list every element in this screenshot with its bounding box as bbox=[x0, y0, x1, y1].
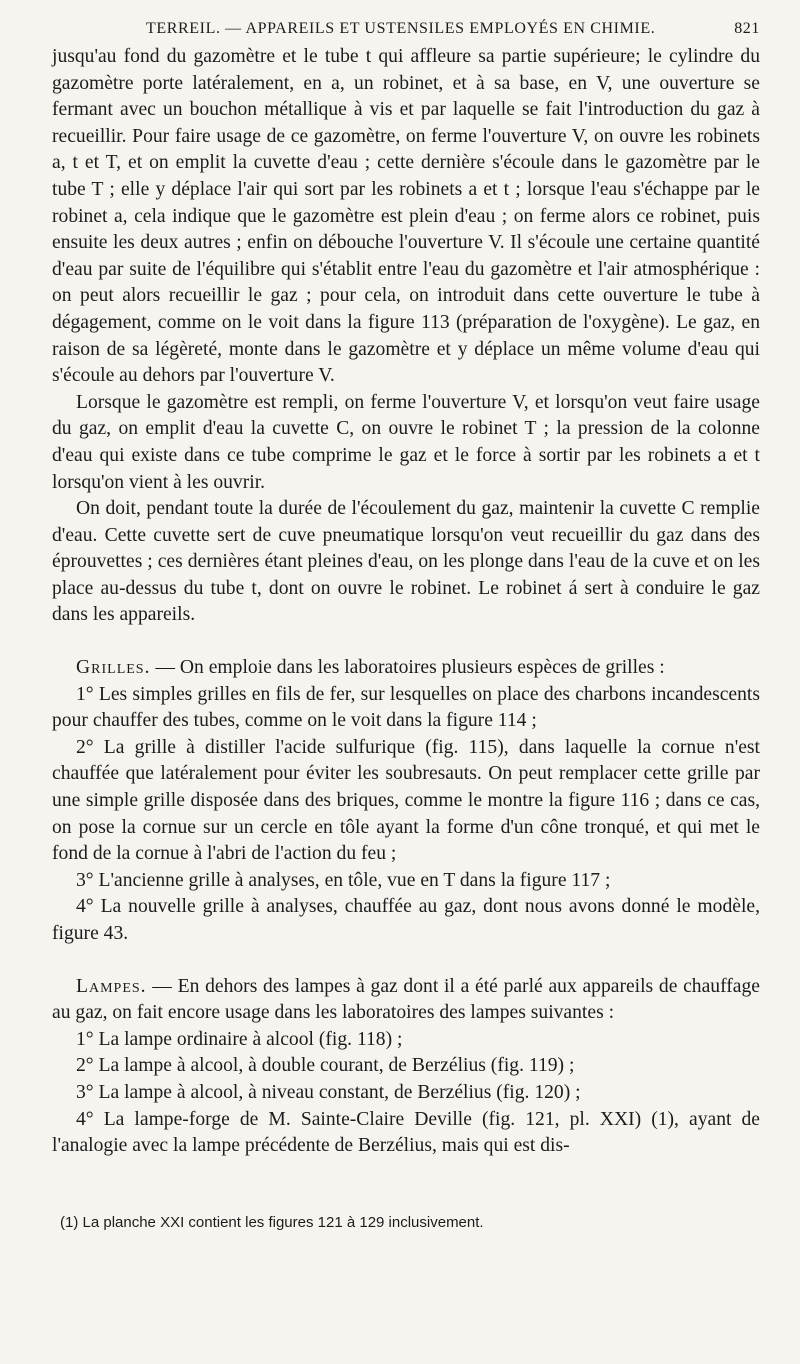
running-header bbox=[52, 18, 760, 44]
paragraph-3: On doit, pendant toute la durée de l'écoulement du gaz, maintenir la cuvette C remplie d'eau. Cette cuvette sert de cuve pneumatique lorsqu'on veut recueillir du gaz dans des éprouvettes ; ces dernières étant pleines d'eau, on les plonge dans l'eau de la cuve et on les place au-dessus du tube t, dont on ouvre le robinet. Le robinet á sert à conduire le gaz dans les appareils. bbox=[52, 498, 760, 626]
lampes-intro-text: — En dehors des lampes à gaz dont il a été parlé aux appareils de chauffage au gaz, on fait encore usage dans les laboratoires des lampes suivantes : bbox=[52, 975, 760, 1024]
lampes-item-1: 1° La lampe ordinaire à alcool (fig. 118) ; bbox=[76, 1028, 403, 1050]
grilles-item-4: 4° La nouvelle grille à analyses, chauffée au gaz, dont nous avons donné le modèle, figure 43. bbox=[52, 896, 760, 944]
lampes-heading: Lampes. bbox=[76, 975, 147, 997]
footnote: (1) La planche XXI contient les figures 121 à 129 inclusivement. bbox=[60, 1214, 484, 1231]
lampes-item-2: 2° La lampe à alcool, à double courant, de Berzélius (fig. 119) ; bbox=[76, 1055, 575, 1077]
lampes-item-4: 4° La lampe-forge de M. Sainte-Claire Deville (fig. 121, pl. XXI) (1), ayant de l'analogie avec la lampe précédente de Berzélius, mais qui est dis- bbox=[52, 1108, 760, 1157]
section-gap bbox=[52, 629, 760, 655]
lampes-item-3: 3° La lampe à alcool, à niveau constant, de Berzélius (fig. 120) ; bbox=[76, 1081, 581, 1103]
paragraph-2: Lorsque le gazomètre est rempli, on ferme l'ouverture V, et lorsqu'on veut faire usage du gaz, on emplit d'eau la cuvette C, on ouvre le robinet T ; la pression de la colonne d'eau qui existe dans ce tube comprime le gaz et le force à sortir par les robinets a et t lorsqu'on vient à les ouvrir. bbox=[52, 391, 760, 493]
section-gap bbox=[52, 948, 760, 974]
lampes-intro bbox=[52, 974, 760, 1027]
grilles-item-2: 2° La grille à distiller l'acide sulfurique (fig. 115), dans laquelle la cornue n'est chauffée que latéralement pour éviter les soubresauts. On peut remplacer cette grille par une simple grille disposée dans des briques, comme le montre la figure 116 ; dans ce cas, on pose la cornue sur un cercle en tôle ayant la forme d'un cône tronqué, et qui met le fond de la cornue à l'abri de l'action du feu ; bbox=[52, 736, 760, 865]
page-body bbox=[52, 44, 760, 1160]
grilles-item-3: 3° L'ancienne grille à analyses, en tôle, vue en T dans la figure 117 ; bbox=[76, 869, 611, 891]
running-title: TERREIL. — APPAREILS ET USTENSILES EMPLOYÉS EN CHIMIE. bbox=[146, 20, 656, 37]
grilles-item-1: 1° Les simples grilles en fils de fer, sur lesquelles on place des charbons incandescents pour chauffer des tubes, comme on le voit dans la figure 114 ; bbox=[52, 683, 760, 732]
grilles-intro bbox=[52, 655, 760, 682]
paragraph-1: jusqu'au fond du gazomètre et le tube t qui affleure sa partie supérieure; le cylindre du gazomètre porte latéralement, en a, un robinet, et à sa base, en V, une ouverture se fermant avec un bouchon métallique à vis et par laquelle se fait l'introduction du gaz à recueillir. Pour faire usage de ce gazomètre, on ferme l'ouverture V, on ouvre les robinets a, t et T, et on emplit la cuvette d'eau ; cette dernière s'écoule dans le gazomètre par le tube T ; elle y déplace l'air qui sort par les robinets a et t ; lorsque l'eau s'échappe par le robinet a, cela indique que le gazomètre est plein d'eau ; on ferme alors ce robinet, puis ensuite les deux autres ; enfin on débouche l'ouverture V. Il s'écoule une certaine quantité d'eau par suite de l'équilibre qui s'établit entre l'eau du gazomètre et l'air atmosphérique : on peut alors recueillir le gaz ; pour cela, on introduit dans cette ouverture le tube à dégagement, comme on le voit dans la figure 113 (préparation de l'oxygène). Le gaz, en raison de sa légèreté, monte dans le gazomètre et y déplace un même volume d'eau qui s'écoule au dehors par l'ouverture V. bbox=[52, 46, 760, 387]
grilles-intro-text: — On emploie dans les laboratoires plusieurs espèces de grilles : bbox=[150, 657, 665, 679]
grilles-heading: Grilles. bbox=[76, 657, 151, 679]
page-number: 821 bbox=[734, 20, 760, 37]
